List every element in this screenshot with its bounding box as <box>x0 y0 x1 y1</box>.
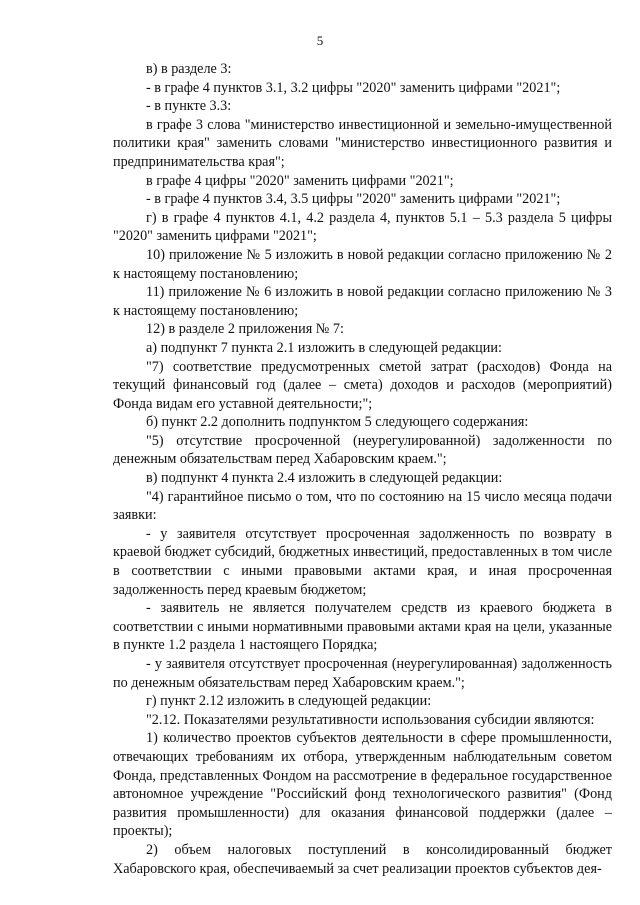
paragraph: г) пункт 2.12 изложить в следующей редакции: <box>146 693 432 710</box>
page-number: 5 <box>316 33 324 48</box>
paragraph: 1) количество проектов субъектов деятельности в сфере промышленности, отвечающих требованиям их отбора, утвержденным наблюдательным советом Фонда, представленных Фондом на рассмотрение в федеральное государственное автономное учреждение "Российский фонд технологического развития" (Фонд развития промышленности) для оказания финансовой поддержки (далее – проекты); <box>113 730 612 840</box>
paragraph: - у заявителя отсутствует просроченная задолженность по возврату в краевой бюджет субсидий, бюджетных инвестиций, предоставленных в том числе в соответствии с иными правовыми актами края, и иная просроченная задолженность перед краевым бюджетом; <box>113 525 612 598</box>
paragraph: г) в графе 4 пунктов 4.1, 4.2 раздела 4, пунктов 5.1 – 5.3 раздела 5 цифры "2020" заменить цифрами "2021"; <box>113 209 612 245</box>
paragraph: в графе 4 цифры "2020" заменить цифрами "2021"; <box>146 172 454 189</box>
paragraph: 11) приложение № 6 изложить в новой редакции согласно приложению № 3 к настоящему постановлению; <box>113 284 612 319</box>
paragraph: "2.12. Показателями результативности использования субсидии являются: <box>146 711 595 728</box>
paragraph: - у заявителя отсутствует просроченная (неурегулированная) задолженность по денежным обязательствам перед Хабаровским краем."; <box>113 656 612 691</box>
paragraph: а) подпункт 7 пункта 2.1 изложить в следующей редакции: <box>146 339 502 356</box>
paragraph: - заявитель не является получателем средств из краевого бюджета в соответствии с иными нормативными правовыми актами края на цели, указанные в пункте 1.2 раздела 1 настоящего Порядка; <box>113 600 612 654</box>
paragraph: "5) отсутствие просроченной (неурегулированной) задолженности по денежным обязательствам перед Хабаровским краем."; <box>113 432 612 468</box>
paragraph: в графе 3 слова "министерство инвестиционной и земельно-имущественной политики края" заменить словами "министерство инвестиционного развития и предпринимательства края"; <box>113 116 612 170</box>
paragraph: б) пункт 2.2 дополнить подпунктом 5 следующего содержания: <box>146 414 529 431</box>
paragraph: 10) приложение № 5 изложить в новой редакции согласно приложению № 2 к настоящему постановлению; <box>113 246 612 282</box>
paragraph: в) подпункт 4 пункта 2.4 изложить в следующей редакции: <box>146 470 503 487</box>
paragraph: в) в разделе 3: <box>146 61 232 77</box>
paragraph: - в графе 4 пунктов 3.4, 3.5 цифры "2020" заменить цифрами "2021"; <box>146 191 561 208</box>
document-body <box>113 60 612 878</box>
paragraph: "7) соответствие предусмотренных сметой затрат (расходов) Фонда на текущий финансовый год (далее – смета) доходов и расходов (мероприятий) Фонда видам его уставной деятельности;"; <box>113 358 612 412</box>
paragraph: - в графе 4 пунктов 3.1, 3.2 цифры "2020" заменить цифрами "2021"; <box>146 79 561 96</box>
paragraph: - в пункте 3.3: <box>146 98 232 115</box>
paragraph: 2) объем налоговых поступлений в консолидированный бюджет Хабаровского края, обеспечиваемый за счет реализации проектов субъектов дея- <box>113 841 612 877</box>
paragraph: 12) в разделе 2 приложения № 7: <box>146 321 344 338</box>
paragraph: "4) гарантийное письмо о том, что по состоянию на 15 число месяца подачи заявки: <box>113 488 612 524</box>
